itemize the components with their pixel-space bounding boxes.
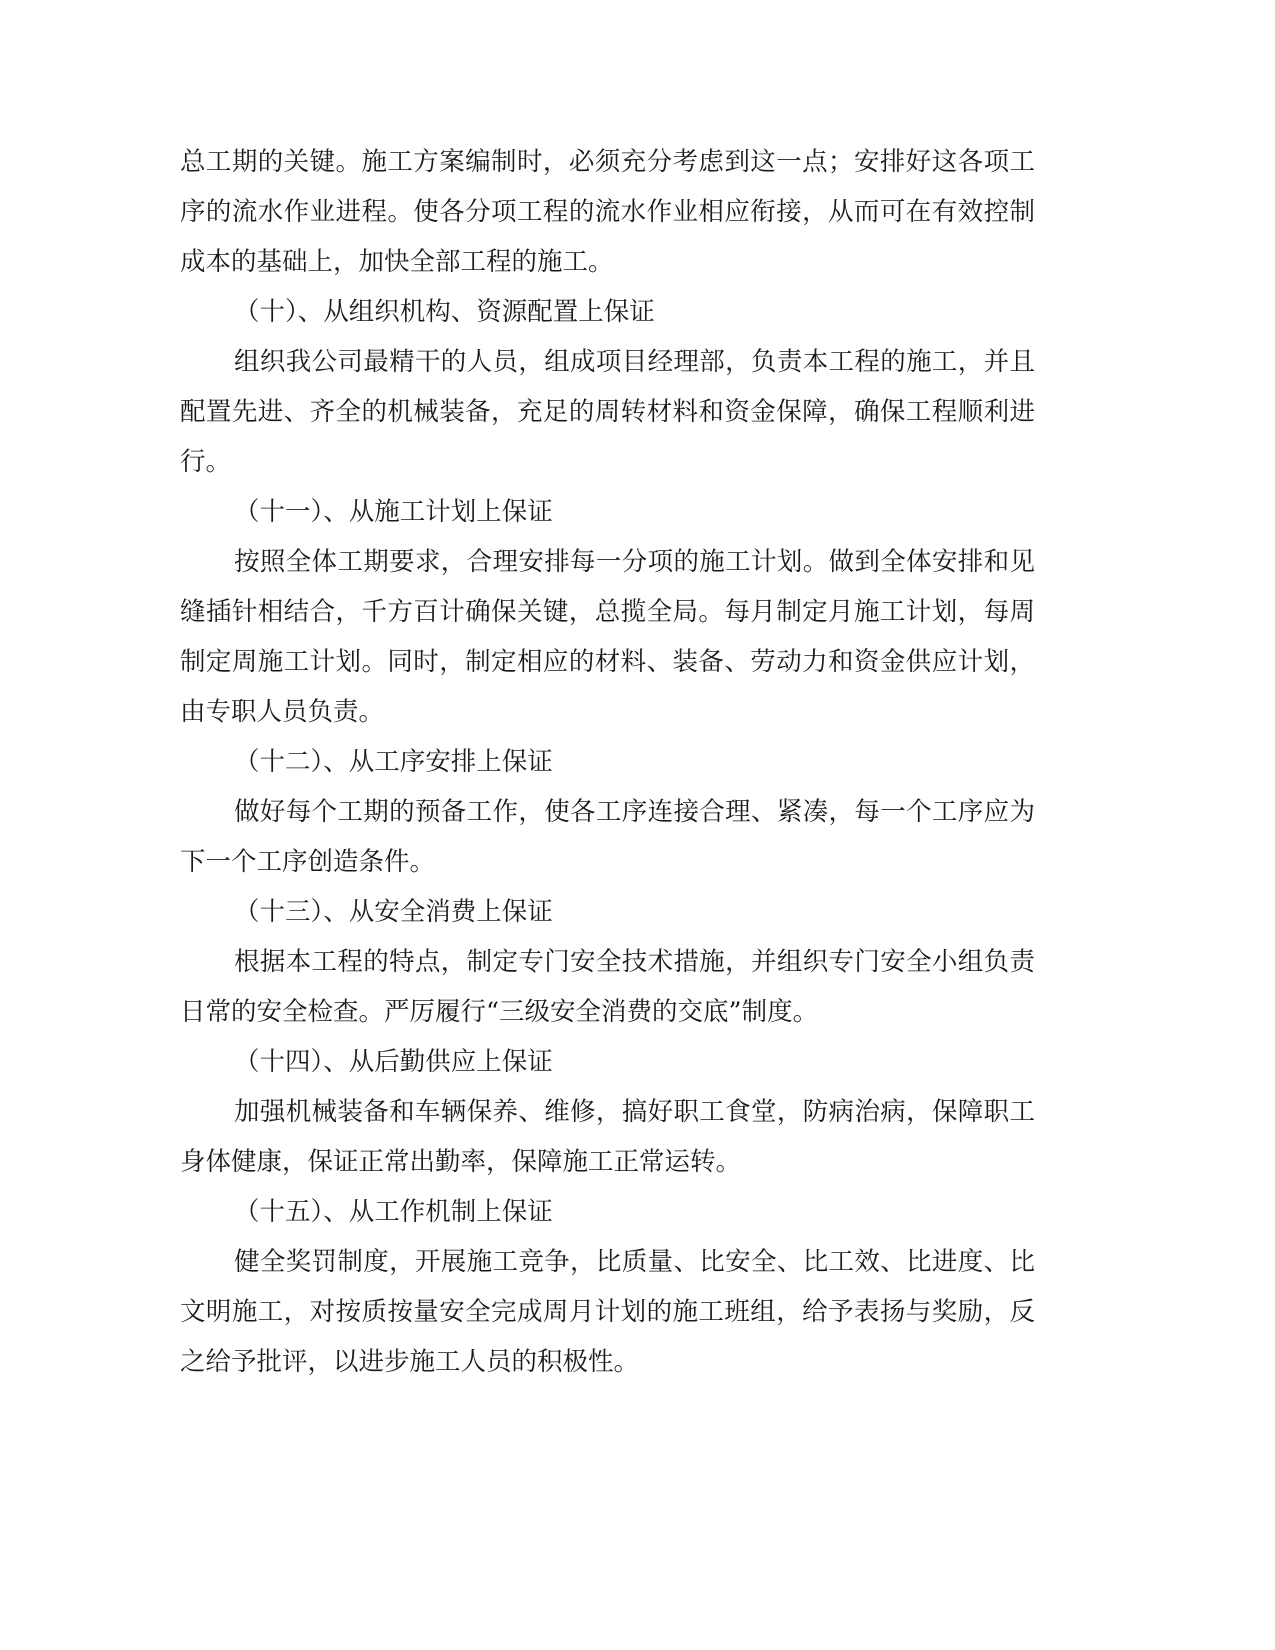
paragraph-process: 做好每个工期的预备工作，使各工序连接合理、紧凑，每一个工序应为下一个工序创造条件。 — [180, 797, 1035, 877]
paragraph-continuation: 总工期的关键。施工方案编制时，必须充分考虑到这一点；安排好这各项工序的流水作业进程。使各分项工程的流水作业相应衔接，从而可在有效控制成本的基础上，加快全部工程的施工。 — [180, 147, 1035, 277]
paragraph-mechanism: 健全奖罚制度，开展施工竞争，比质量、比安全、比工效、比进度、比文明施工，对按质按量安全完成周月计划的施工班组，给予表扬与奖励，反之给予批评，以进步施工人员的积极性。 — [180, 1247, 1035, 1377]
paragraph-logistics: 加强机械装备和车辆保养、维修，搞好职工食堂，防病治病，保障职工身体健康，保证正常出勤率，保障施工正常运转。 — [180, 1097, 1035, 1177]
paragraph-plan: 按照全体工期要求，合理安排每一分项的施工计划。做到全体安排和见缝插针相结合，千方百计确保关键，总揽全局。每月制定月施工计划，每周制定周施工计划。同时，制定相应的材料、装备、劳动力和资金供应计划，由专职人员负责。 — [180, 547, 1035, 727]
paragraph-organization: 组织我公司最精干的人员，组成项目经理部，负责本工程的施工，并且配置先进、齐全的机械装备，充足的周转材料和资金保障，确保工程顺利进行。 — [180, 347, 1035, 477]
paragraph-safety: 根据本工程的特点，制定专门安全技术措施，并组织专门安全小组负责日常的安全检查。严厉履行“三级安全消费的交底”制度。 — [180, 947, 1035, 1027]
section-heading-12: （十二）、从工序安排上保证 — [234, 747, 553, 777]
section-heading-13: （十三）、从安全消费上保证 — [234, 897, 553, 927]
section-heading-15: （十五）、从工作机制上保证 — [234, 1197, 553, 1227]
section-heading-11: （十一）、从施工计划上保证 — [234, 497, 553, 527]
section-heading-10: （十）、从组织机构、资源配置上保证 — [234, 297, 655, 327]
section-heading-14: （十四）、从后勤供应上保证 — [234, 1047, 553, 1077]
document-body — [180, 137, 1035, 1387]
